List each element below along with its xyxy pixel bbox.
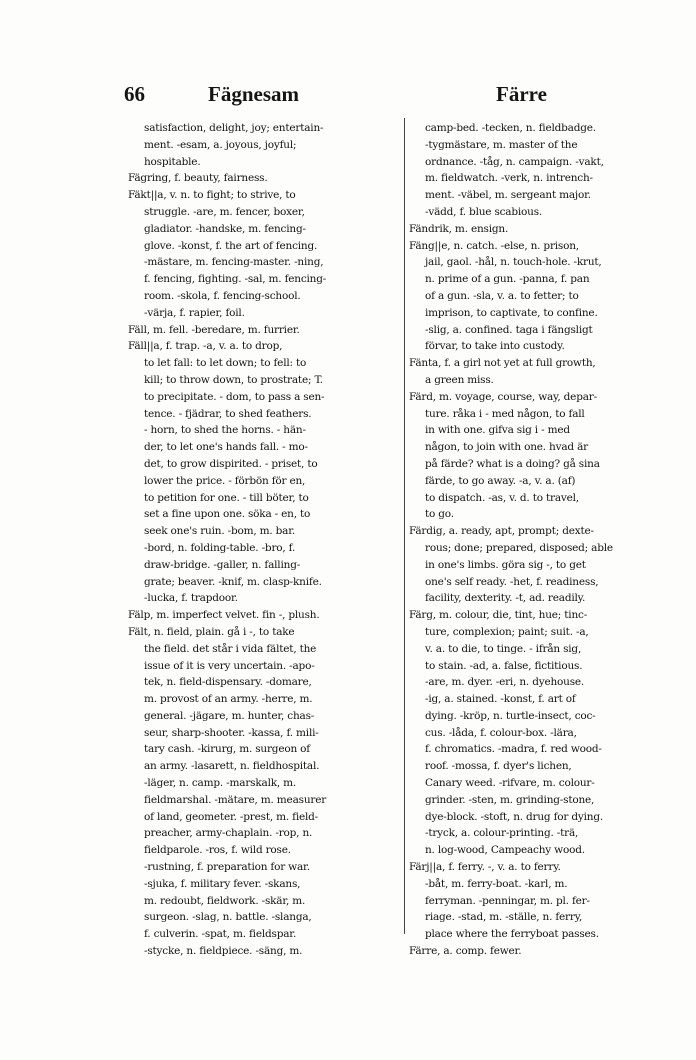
entry-line: ordnance. -tåg, n. campaign. -vakt, xyxy=(425,155,604,168)
entry-line: -tryck, a. colour-printing. -trä, xyxy=(425,827,579,840)
entry-line: place where the ferryboat passes. xyxy=(425,928,599,941)
entry-line: in one's limbs. göra sig -, to get xyxy=(425,558,586,571)
entry-headword-line: Fäll||a, f. trap. -a, v. a. to drop, xyxy=(128,340,283,353)
entry-headword-line: Fält, n. field, plain. gå i -, to take xyxy=(128,625,295,638)
entry-line: imprison, to captivate, to confine. xyxy=(425,306,598,319)
entry-headword-line: Fäll, m. fell. -beredare, m. furrier. xyxy=(128,323,300,336)
entry-line: roof. -mossa, f. dyer's lichen, xyxy=(425,760,572,773)
entry-headword-line: Färdig, a. ready, apt, prompt; dexte- xyxy=(409,525,594,538)
entry-line: färde, to go away. -a, v. a. (af) xyxy=(425,474,576,487)
entry-line: ture, complexion; paint; suit. -a, xyxy=(425,625,589,638)
entry-headword-line: Färj||a, f. ferry. -, v. a. to ferry. xyxy=(409,861,561,874)
entry-line: a green miss. xyxy=(425,373,494,386)
entry-line: m. fieldwatch. -verk, n. intrench- xyxy=(425,172,593,185)
entry-line: m. redoubt, fieldwork. -skär, m. xyxy=(144,894,306,907)
entry-line: hospitable. xyxy=(144,155,201,168)
entry-line: of a gun. -sla, v. a. to fetter; to xyxy=(425,289,579,302)
entry-line: -lucka, f. trapdoor. xyxy=(144,592,238,605)
entry-line: tence. - fjädrar, to shed feathers. xyxy=(144,407,312,420)
page-number: 66 xyxy=(124,82,145,106)
entry-line: f. fencing, fighting. -sal, m. fencing- xyxy=(144,273,327,286)
entry-line: room. -skola, f. fencing-school. xyxy=(144,289,301,302)
entry-headword-line: Färd, m. voyage, course, way, depar- xyxy=(409,390,597,403)
entry-line: to stain. -ad, a. false, fictitious. xyxy=(425,659,583,672)
entry-line: to go. xyxy=(425,508,454,521)
entry-line: tary cash. -kirurg, m. surgeon of xyxy=(144,743,310,756)
entry-headword-line: Färg, m. colour, die, tint, hue; tinc- xyxy=(409,609,588,622)
entry-line: - horn, to shed the horns. - hän- xyxy=(144,424,306,437)
entry-line: satisfaction, delight, joy; entertain- xyxy=(144,122,324,134)
entry-line: -slig, a. confined. taga i fängsligt xyxy=(425,323,593,336)
entry-line: -vädd, f. blue scabious. xyxy=(425,205,543,218)
entry-line: facility, dexterity. -t, ad. readily. xyxy=(425,592,586,605)
entry-line: to precipitate. - dom, to pass a sen- xyxy=(144,390,325,403)
entry-line: på färde? what is a doing? gå sina xyxy=(425,457,600,470)
entry-line: an army. -lasarett, n. fieldhospital. xyxy=(144,760,320,773)
entry-headword-line: Färre, a. comp. fewer. xyxy=(409,945,522,958)
entry-line: ferryman. -penningar, m. pl. fer- xyxy=(425,894,590,907)
entry-line: n. prime of a gun. -panna, f. pan xyxy=(425,273,590,286)
entry-headword-line: Fälp, m. imperfect velvet. fin -, plush. xyxy=(128,609,320,622)
entry-line: fieldparole. -ros, f. wild rose. xyxy=(144,844,291,857)
entry-line: dye-block. -stoft, n. drug for dying. xyxy=(425,810,603,823)
entry-headword-line: Fändrik, m. ensign. xyxy=(409,222,509,235)
page-header xyxy=(0,82,696,112)
entry-headword-line: Fäng||e, n. catch. -else, n. prison, xyxy=(409,239,579,252)
entry-line: rous; done; prepared, disposed; able xyxy=(425,541,613,554)
entry-line: dying. -kröp, n. turtle-insect, coc- xyxy=(425,709,596,722)
entry-line: -mästare, m. fencing-master. -ning, xyxy=(144,256,324,269)
entry-line: glove. -konst, f. the art of fencing. xyxy=(144,239,318,252)
entry-headword-line: Fänta, f. a girl not yet at full growth, xyxy=(409,357,596,370)
entry-line: förvar, to take into custody. xyxy=(425,340,565,353)
left-column xyxy=(128,120,392,960)
entry-line: in with one. gifva sig i - med xyxy=(425,424,570,437)
entry-line: -värja, f. rapier, foil. xyxy=(144,306,245,319)
entry-line: fieldmarshal. -mätare, m. measurer xyxy=(144,793,327,806)
right-headword: Färre xyxy=(496,82,547,106)
right-column xyxy=(409,120,655,960)
entry-line: grinder. -sten, m. grinding-stone, xyxy=(425,793,595,806)
entry-line: -sjuka, f. military fever. -skans, xyxy=(144,877,301,890)
entry-line: seek one's ruin. -bom, m. bar. xyxy=(144,525,296,538)
entry-line: jail, gaol. -hål, n. touch-hole. -krut, xyxy=(425,256,602,269)
entry-line: kill; to throw down, to prostrate; T. xyxy=(144,373,323,386)
left-headword: Fägnesam xyxy=(208,82,299,106)
entry-headword-line: Fägring, f. beauty, fairness. xyxy=(128,172,268,185)
entry-line: struggle. -are, m. fencer, boxer, xyxy=(144,205,305,218)
entry-line: one's self ready. -het, f. readiness, xyxy=(425,575,599,588)
entry-line: -båt, m. ferry-boat. -karl, m. xyxy=(425,877,568,890)
entry-line: -bord, n. folding-table. -bro, f. xyxy=(144,541,296,554)
entry-line: issue of it is very uncertain. -apo- xyxy=(144,659,315,672)
entry-line: set a fine upon one. söka - en, to xyxy=(144,508,311,521)
entry-line: lower the price. - förbön för en, xyxy=(144,474,306,487)
entry-line: to petition for one. - till böter, to xyxy=(144,491,309,504)
column-divider xyxy=(404,118,405,934)
entry-line: preacher, army-chaplain. -rop, n. xyxy=(144,827,313,840)
entry-headword-line: Fäkt||a, v. n. to fight; to strive, to xyxy=(128,189,296,202)
entry-line: der, to let one's hands fall. - mo- xyxy=(144,441,308,454)
entry-line: -ig, a. stained. -konst, f. art of xyxy=(425,693,576,706)
entry-line: det, to grow dispirited. - priset, to xyxy=(144,457,318,470)
entry-line: cus. -låda, f. colour-box. -lära, xyxy=(425,726,577,739)
entry-line: ment. -väbel, m. sergeant major. xyxy=(425,189,591,202)
entry-line: surgeon. -slag, n. battle. -slanga, xyxy=(144,911,312,924)
entry-line: to dispatch. -as, v. d. to travel, xyxy=(425,491,579,504)
entry-line: of land, geometer. -prest, m. field- xyxy=(144,810,319,823)
entry-line: f. culverin. -spat, m. fieldspar. xyxy=(144,928,297,941)
entry-line: gladiator. -handske, m. fencing- xyxy=(144,222,306,235)
entry-line: camp-bed. -tecken, n. fieldbadge. xyxy=(425,122,596,134)
entry-line: -tygmästare, m. master of the xyxy=(425,138,578,151)
entry-line: f. chromatics. -madra, f. red wood- xyxy=(425,743,602,756)
entry-line: n. log-wood, Campeachy wood. xyxy=(425,844,585,857)
entry-line: -are, m. dyer. -eri, n. dyehouse. xyxy=(425,676,585,689)
entry-line: draw-bridge. -galler, n. falling- xyxy=(144,558,301,571)
entry-line: -läger, n. camp. -marskalk, m. xyxy=(144,777,297,790)
entry-line: -rustning, f. preparation for war. xyxy=(144,861,310,874)
entry-line: någon, to join with one. hvad är xyxy=(425,441,588,454)
entry-line: v. a. to die, to tinge. - ifrån sig, xyxy=(425,642,582,655)
entry-line: Canary weed. -rifvare, m. colour- xyxy=(425,777,595,790)
entry-line: seur, sharp-shooter. -kassa, f. mili- xyxy=(144,726,319,739)
entry-line: ment. -esam, a. joyous, joyful; xyxy=(144,138,297,151)
entry-line: to let fall: to let down; to fell: to xyxy=(144,357,307,370)
entry-line: m. provost of an army. -herre, m. xyxy=(144,693,313,706)
entry-line: the field. det står i vida fältet, the xyxy=(144,642,317,655)
entry-line: ture. råka i - med någon, to fall xyxy=(425,407,585,420)
entry-line: grate; beaver. -knif, m. clasp-knife. xyxy=(144,575,322,588)
entry-line: -stycke, n. fieldpiece. -säng, m. xyxy=(144,945,303,958)
entry-line: riage. -stad, m. -ställe, n. ferry, xyxy=(425,911,583,924)
entry-line: tek, n. field-dispensary. -domare, xyxy=(144,676,312,689)
entry-line: general. -jägare, m. hunter, chas- xyxy=(144,709,315,722)
